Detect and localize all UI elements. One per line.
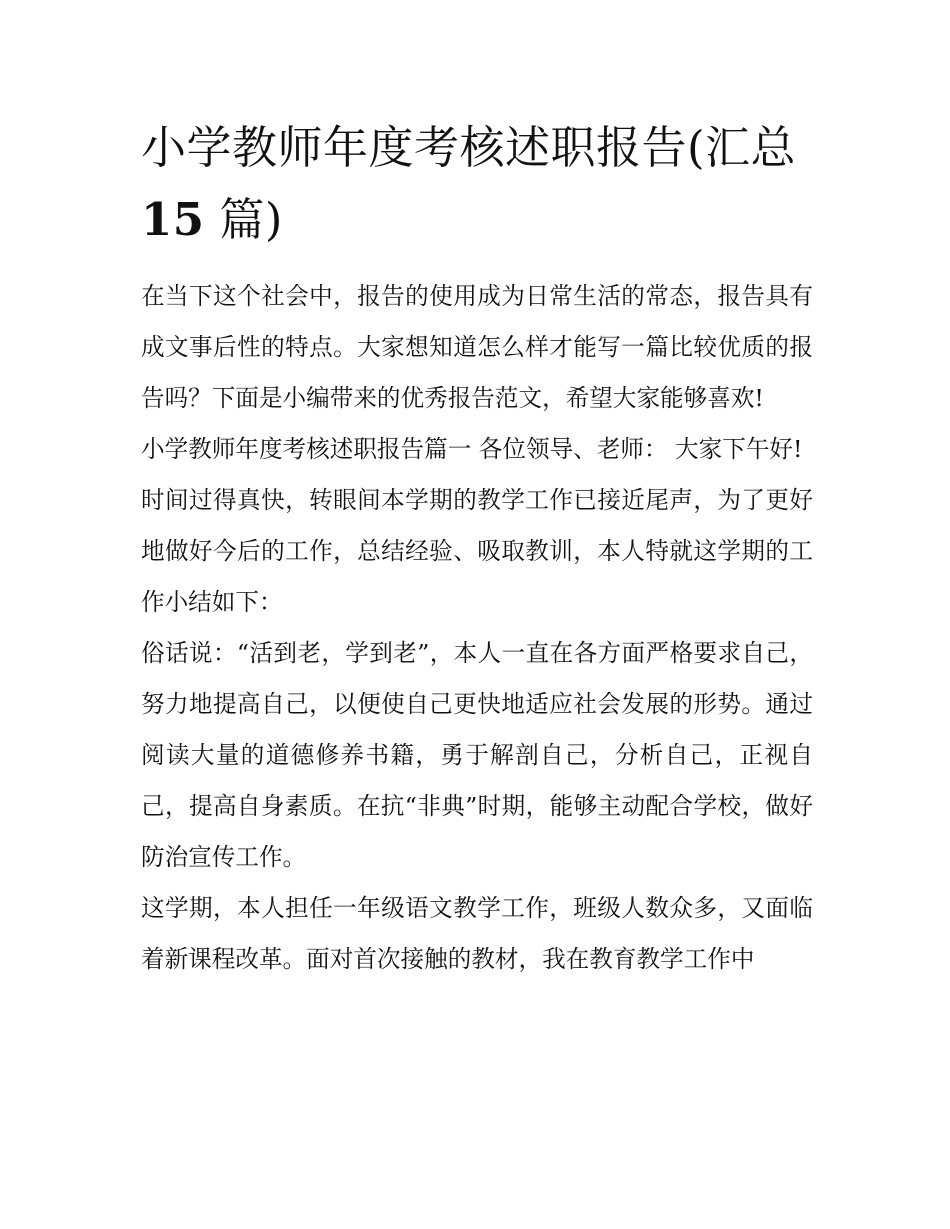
document-body xyxy=(141,271,813,985)
paragraph-summary-intro: 时间过得真快，转眼间本学期的教学工作已接近尾声，为了更好地做好今后的工作，总结经验、吸取教训，本人特就这学期的工作小结如下： xyxy=(141,486,813,616)
title-text-part1: 小学教师年度考核述职报告(汇总 xyxy=(141,121,797,174)
paragraph-greeting: 小学教师年度考核述职报告篇一 各位领导、老师： 大家下午好! xyxy=(141,435,803,463)
document-content xyxy=(141,112,813,985)
paragraph-self-improvement: 俗话说：“活到老，学到老”，本人一直在各方面严格要求自己，努力地提高自己，以便使自己更快地适应社会发展的形势。通过阅读大量的道德修养书籍，勇于解剖自己，分析自己，正视自己，提高自身素质。在抗“非典”时期，能够主动配合学校，做好防治宣传工作。 xyxy=(141,639,813,871)
paragraph-intro: 在当下这个社会中，报告的使用成为日常生活的常态，报告具有成文事后性的特点。大家想知道怎么样才能写一篇比较优质的报告吗？下面是小编带来的优秀报告范文，希望大家能够喜欢! xyxy=(141,282,813,412)
title-number: 15 xyxy=(141,193,205,246)
document-title xyxy=(141,112,813,256)
title-text-part2: 篇) xyxy=(204,193,283,246)
paragraph-teaching: 这学期，本人担任一年级语文教学工作，班级人数众多，又面临着新课程改革。面对首次接触的教材，我在教育教学工作中 xyxy=(141,894,813,973)
